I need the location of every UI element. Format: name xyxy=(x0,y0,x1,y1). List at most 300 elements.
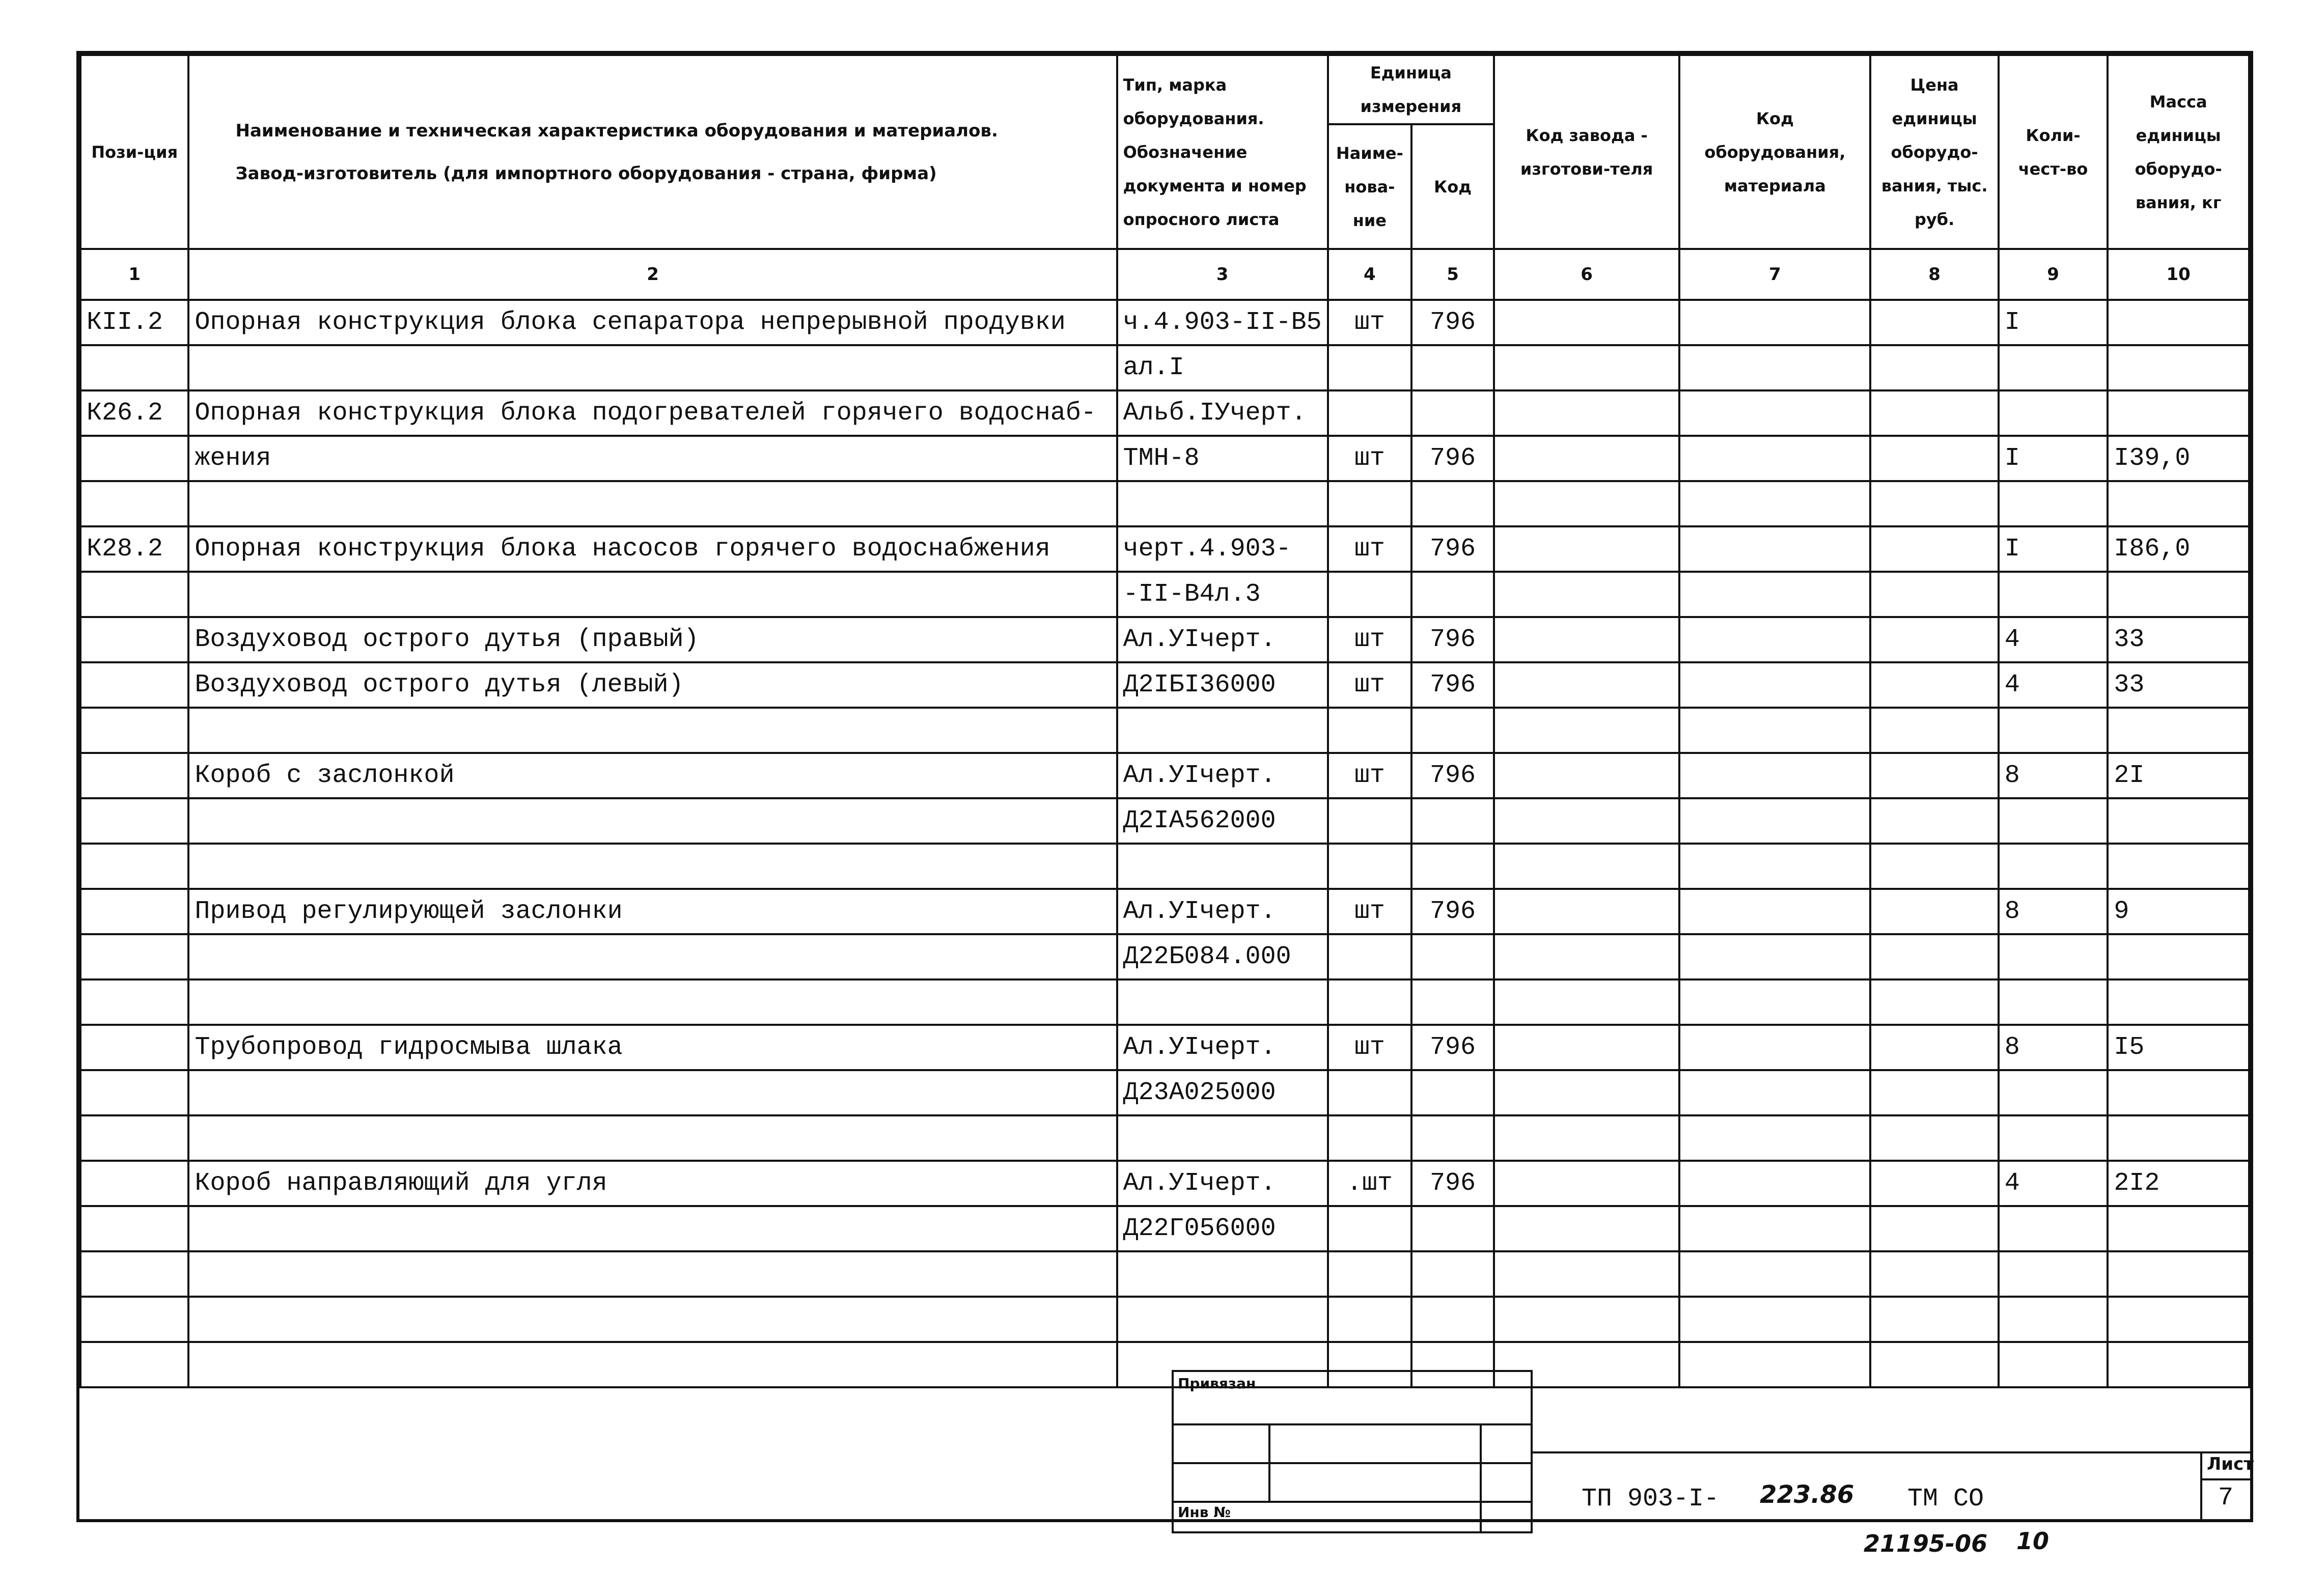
name-cell: Опорная конструкция блока насосов горячего водоснабжения xyxy=(188,526,1117,572)
unit-code-cell xyxy=(1411,1297,1494,1342)
equipment-code-cell xyxy=(1679,798,1870,844)
price-cell xyxy=(1870,662,1998,708)
archive-number-handwritten: 21195-06 xyxy=(1864,1530,1988,1557)
table-row xyxy=(80,390,2249,436)
plant-code-cell xyxy=(1494,1070,1679,1115)
name-cell xyxy=(188,1115,1117,1161)
position-cell xyxy=(80,934,188,979)
mass-cell xyxy=(2108,572,2249,617)
document-cell: -II-В4л.3 xyxy=(1117,572,1328,617)
unit-code-cell xyxy=(1411,345,1494,390)
plant-code-cell xyxy=(1494,979,1679,1025)
unit-name-cell xyxy=(1328,1297,1411,1342)
mass-cell xyxy=(2108,1115,2249,1161)
plant-code-cell xyxy=(1494,753,1679,798)
price-cell xyxy=(1870,572,1998,617)
name-cell xyxy=(188,844,1117,889)
quantity-cell xyxy=(1999,708,2108,753)
equipment-code-cell xyxy=(1679,889,1870,934)
plant-code-cell xyxy=(1494,345,1679,390)
privyazan-label: Привязан xyxy=(1173,1371,1532,1424)
position-cell xyxy=(80,1070,188,1115)
equipment-code-cell xyxy=(1679,345,1870,390)
price-cell xyxy=(1870,753,1998,798)
unit-name-cell xyxy=(1328,345,1411,390)
price-cell xyxy=(1870,1297,1998,1342)
quantity-cell xyxy=(1999,844,2108,889)
document-cell: Д23А025000 xyxy=(1117,1070,1328,1115)
equipment-code-cell xyxy=(1679,526,1870,572)
mass-cell: 2I xyxy=(2108,753,2249,798)
name-cell xyxy=(188,481,1117,526)
equipment-code-cell xyxy=(1679,1297,1870,1342)
document-cell: Ал.УIчерт. xyxy=(1117,617,1328,662)
table-row xyxy=(80,1206,2249,1251)
position-cell xyxy=(80,662,188,708)
plant-code-cell xyxy=(1494,1206,1679,1251)
name-cell xyxy=(188,979,1117,1025)
price-cell xyxy=(1870,481,1998,526)
price-cell xyxy=(1870,979,1998,1025)
header-position: Пози-ция xyxy=(80,55,188,249)
sheet-number-box-line xyxy=(2200,1478,2253,1480)
unit-code-cell: 796 xyxy=(1411,300,1494,345)
unit-name-cell: .шт xyxy=(1328,1161,1411,1206)
plant-code-cell xyxy=(1494,798,1679,844)
header-name xyxy=(188,55,1117,249)
plant-code-cell xyxy=(1494,1251,1679,1297)
table-row xyxy=(80,481,2249,526)
document-cell: Ал.УIчерт. xyxy=(1117,753,1328,798)
name-cell: Привод регулирующей заслонки xyxy=(188,889,1117,934)
table-row xyxy=(80,798,2249,844)
plant-code-cell xyxy=(1494,1115,1679,1161)
price-cell xyxy=(1870,436,1998,481)
position-cell xyxy=(80,979,188,1025)
position-cell xyxy=(80,1251,188,1297)
document-mark: ТМ СО xyxy=(1907,1485,1984,1514)
position-cell: КII.2 xyxy=(80,300,188,345)
name-cell xyxy=(188,798,1117,844)
table-row xyxy=(80,617,2249,662)
unit-code-cell xyxy=(1411,844,1494,889)
unit-code-cell xyxy=(1411,708,1494,753)
price-cell xyxy=(1870,1025,1998,1070)
name-cell xyxy=(188,572,1117,617)
document-cell xyxy=(1117,481,1328,526)
unit-name-cell xyxy=(1328,934,1411,979)
equipment-code-cell xyxy=(1679,1342,1870,1387)
unit-code-cell: 796 xyxy=(1411,662,1494,708)
quantity-cell: I xyxy=(1999,300,2108,345)
unit-name-cell xyxy=(1328,1070,1411,1115)
table-row xyxy=(80,526,2249,572)
header-unit-name: Наиме-нова-ние xyxy=(1328,124,1411,249)
equipment-code-cell xyxy=(1679,572,1870,617)
quantity-cell xyxy=(1999,481,2108,526)
mass-cell xyxy=(2108,1070,2249,1115)
document-cell xyxy=(1117,708,1328,753)
document-cell xyxy=(1117,1115,1328,1161)
mass-cell: 9 xyxy=(2108,889,2249,934)
table-row xyxy=(80,1297,2249,1342)
equipment-code-cell xyxy=(1679,708,1870,753)
unit-name-cell xyxy=(1328,390,1411,436)
header-name-line1: Наименование и техническая характеристика оборудования и материалов. xyxy=(235,120,998,141)
document-cell: Альб.IУчерт. xyxy=(1117,390,1328,436)
position-cell xyxy=(80,1297,188,1342)
equipment-code-cell xyxy=(1679,753,1870,798)
plant-code-cell xyxy=(1494,300,1679,345)
equipment-code-cell xyxy=(1679,662,1870,708)
plant-code-cell xyxy=(1494,1297,1679,1342)
unit-name-cell xyxy=(1328,1115,1411,1161)
quantity-cell xyxy=(1999,572,2108,617)
mass-cell xyxy=(2108,300,2249,345)
quantity-cell xyxy=(1999,390,2108,436)
specification-table xyxy=(79,54,2250,1388)
equipment-code-cell xyxy=(1679,1161,1870,1206)
plant-code-cell xyxy=(1494,572,1679,617)
table-row xyxy=(80,1251,2249,1297)
position-cell: К28.2 xyxy=(80,526,188,572)
position-cell xyxy=(80,1025,188,1070)
unit-name-cell xyxy=(1328,798,1411,844)
column-number: 2 xyxy=(188,249,1117,300)
document-cell: Ал.УIчерт. xyxy=(1117,889,1328,934)
unit-code-cell: 796 xyxy=(1411,526,1494,572)
name-cell: Воздуховод острого дутья (правый) xyxy=(188,617,1117,662)
position-cell xyxy=(80,345,188,390)
unit-name-cell xyxy=(1328,844,1411,889)
quantity-cell xyxy=(1999,345,2108,390)
price-cell xyxy=(1870,1115,1998,1161)
price-cell xyxy=(1870,798,1998,844)
plant-code-cell xyxy=(1494,436,1679,481)
table-row xyxy=(80,1342,2249,1387)
name-cell: жения xyxy=(188,436,1117,481)
unit-code-cell xyxy=(1411,979,1494,1025)
equipment-code-cell xyxy=(1679,844,1870,889)
unit-name-cell: шт xyxy=(1328,526,1411,572)
table-row xyxy=(80,436,2249,481)
sheet-number: 7 xyxy=(2218,1483,2234,1513)
table-row xyxy=(80,979,2249,1025)
column-number: 7 xyxy=(1679,249,1870,300)
price-cell xyxy=(1870,1251,1998,1297)
unit-name-cell: шт xyxy=(1328,662,1411,708)
price-cell xyxy=(1870,1070,1998,1115)
name-cell: Короб направляющий для угля xyxy=(188,1161,1117,1206)
equipment-code-cell xyxy=(1679,390,1870,436)
table-row xyxy=(80,753,2249,798)
unit-code-cell xyxy=(1411,1206,1494,1251)
equipment-code-cell xyxy=(1679,1251,1870,1297)
name-cell xyxy=(188,1342,1117,1387)
unit-code-cell xyxy=(1411,1251,1494,1297)
equipment-code-cell xyxy=(1679,979,1870,1025)
name-cell: Опорная конструкция блока сепаратора непрерывной продувки xyxy=(188,300,1117,345)
unit-name-cell: шт xyxy=(1328,1025,1411,1070)
unit-name-cell xyxy=(1328,572,1411,617)
title-block-top-line xyxy=(1531,1451,2253,1453)
quantity-cell xyxy=(1999,1206,2108,1251)
header-plant-code: Код завода - изготови-теля xyxy=(1494,55,1679,249)
document-cell xyxy=(1117,1251,1328,1297)
document-cell: Д22Б084.000 xyxy=(1117,934,1328,979)
quantity-cell: 8 xyxy=(1999,753,2108,798)
quantity-cell: 8 xyxy=(1999,889,2108,934)
mass-cell xyxy=(2108,1251,2249,1297)
position-cell xyxy=(80,798,188,844)
plant-code-cell xyxy=(1494,889,1679,934)
position-cell xyxy=(80,481,188,526)
name-cell xyxy=(188,1070,1117,1115)
header-name-line2: Завод-изготовитель (для импортного оборудования - страна, фирма) xyxy=(235,163,937,184)
specification-body xyxy=(80,300,2249,1387)
quantity-cell: I xyxy=(1999,436,2108,481)
unit-name-cell xyxy=(1328,481,1411,526)
name-cell: Воздуховод острого дутья (левый) xyxy=(188,662,1117,708)
mass-cell: I39,0 xyxy=(2108,436,2249,481)
header-unit-code: Код xyxy=(1411,124,1494,249)
unit-code-cell xyxy=(1411,572,1494,617)
equipment-code-cell xyxy=(1679,481,1870,526)
quantity-cell xyxy=(1999,1070,2108,1115)
plant-code-cell xyxy=(1494,617,1679,662)
mass-cell xyxy=(2108,390,2249,436)
name-cell xyxy=(188,708,1117,753)
document-cell: Д22Г056000 xyxy=(1117,1206,1328,1251)
column-number: 4 xyxy=(1328,249,1411,300)
mass-cell xyxy=(2108,708,2249,753)
sheet-number-divider xyxy=(2200,1451,2202,1522)
price-cell xyxy=(1870,390,1998,436)
unit-code-cell: 796 xyxy=(1411,617,1494,662)
mass-cell: I5 xyxy=(2108,1025,2249,1070)
inventory-number-label: Инв № xyxy=(1173,1502,1481,1532)
position-cell xyxy=(80,1161,188,1206)
quantity-cell: 4 xyxy=(1999,617,2108,662)
position-cell xyxy=(80,708,188,753)
price-cell xyxy=(1870,1161,1998,1206)
name-cell xyxy=(188,1206,1117,1251)
unit-name-cell xyxy=(1328,1251,1411,1297)
table-row xyxy=(80,844,2249,889)
document-code-handwritten: 223.86 xyxy=(1760,1480,1854,1509)
quantity-cell xyxy=(1999,979,2108,1025)
unit-code-cell: 796 xyxy=(1411,753,1494,798)
quantity-cell xyxy=(1999,1342,2108,1387)
price-cell xyxy=(1870,934,1998,979)
plant-code-cell xyxy=(1494,481,1679,526)
mass-cell xyxy=(2108,798,2249,844)
table-row xyxy=(80,1115,2249,1161)
quantity-cell xyxy=(1999,798,2108,844)
column-number: 9 xyxy=(1999,249,2108,300)
mass-cell: 2I2 xyxy=(2108,1161,2249,1206)
unit-name-cell xyxy=(1328,1206,1411,1251)
table-row xyxy=(80,662,2249,708)
unit-code-cell: 796 xyxy=(1411,1161,1494,1206)
price-cell xyxy=(1870,617,1998,662)
quantity-cell: I xyxy=(1999,526,2108,572)
plant-code-cell xyxy=(1494,708,1679,753)
quantity-cell xyxy=(1999,1297,2108,1342)
plant-code-cell xyxy=(1494,662,1679,708)
table-row xyxy=(80,708,2249,753)
position-cell xyxy=(80,572,188,617)
position-cell xyxy=(80,1206,188,1251)
name-cell: Опорная конструкция блока подогревателей горячего водоснаб- xyxy=(188,390,1117,436)
quantity-cell xyxy=(1999,1115,2108,1161)
document-code-prefix: ТП 903-I- xyxy=(1582,1485,1720,1514)
column-number: 10 xyxy=(2108,249,2249,300)
mass-cell xyxy=(2108,1342,2249,1387)
mass-cell xyxy=(2108,345,2249,390)
document-cell xyxy=(1117,1297,1328,1342)
unit-name-cell: шт xyxy=(1328,617,1411,662)
quantity-cell xyxy=(1999,1251,2108,1297)
table-row xyxy=(80,345,2249,390)
mass-cell: 33 xyxy=(2108,662,2249,708)
column-number: 6 xyxy=(1494,249,1679,300)
column-number-row xyxy=(80,249,2249,300)
binding-stamp xyxy=(1172,1370,1533,1533)
drawing-sheet xyxy=(76,51,2253,1522)
quantity-cell: 8 xyxy=(1999,1025,2108,1070)
unit-code-cell xyxy=(1411,1115,1494,1161)
mass-cell xyxy=(2108,1297,2249,1342)
document-cell: ч.4.903-II-В5 xyxy=(1117,300,1328,345)
name-cell xyxy=(188,345,1117,390)
mass-cell xyxy=(2108,934,2249,979)
mass-cell xyxy=(2108,481,2249,526)
price-cell xyxy=(1870,526,1998,572)
mass-cell: I86,0 xyxy=(2108,526,2249,572)
table-row xyxy=(80,1070,2249,1115)
unit-code-cell: 796 xyxy=(1411,889,1494,934)
quantity-cell: 4 xyxy=(1999,1161,2108,1206)
position-cell xyxy=(80,844,188,889)
unit-code-cell xyxy=(1411,390,1494,436)
equipment-code-cell xyxy=(1679,300,1870,345)
column-number: 1 xyxy=(80,249,188,300)
table-row xyxy=(80,934,2249,979)
name-cell xyxy=(188,1251,1117,1297)
header-mass: Масса единицы оборудо-вания, кг xyxy=(2108,55,2249,249)
equipment-code-cell xyxy=(1679,1070,1870,1115)
document-cell xyxy=(1117,844,1328,889)
document-cell: Ал.УIчерт. xyxy=(1117,1025,1328,1070)
document-cell: Ал.УIчерт. xyxy=(1117,1161,1328,1206)
equipment-code-cell xyxy=(1679,617,1870,662)
position-cell xyxy=(80,889,188,934)
unit-name-cell xyxy=(1328,979,1411,1025)
position-cell xyxy=(80,1342,188,1387)
unit-code-cell: 796 xyxy=(1411,436,1494,481)
table-row xyxy=(80,572,2249,617)
document-cell: Д2IА562000 xyxy=(1117,798,1328,844)
header-quantity: Коли-чест-во xyxy=(1999,55,2108,249)
unit-code-cell xyxy=(1411,1070,1494,1115)
document-cell xyxy=(1117,979,1328,1025)
header-equipment-code: Код оборудования, материала xyxy=(1679,55,1870,249)
table-row xyxy=(80,889,2249,934)
name-cell: Короб с заслонкой xyxy=(188,753,1117,798)
plant-code-cell xyxy=(1494,390,1679,436)
unit-name-cell: шт xyxy=(1328,436,1411,481)
equipment-code-cell xyxy=(1679,1206,1870,1251)
table-row xyxy=(80,300,2249,345)
table-row xyxy=(80,1025,2249,1070)
archive-suffix-handwritten: 10 xyxy=(2016,1527,2049,1555)
position-cell xyxy=(80,753,188,798)
price-cell xyxy=(1870,1206,1998,1251)
unit-code-cell xyxy=(1411,481,1494,526)
column-number: 8 xyxy=(1870,249,1998,300)
unit-code-cell: 796 xyxy=(1411,1025,1494,1070)
equipment-code-cell xyxy=(1679,934,1870,979)
unit-code-cell xyxy=(1411,934,1494,979)
header-type: Тип, марка оборудования. Обозначение документа и номер опросного листа xyxy=(1117,55,1328,249)
name-cell xyxy=(188,934,1117,979)
name-cell: Трубопровод гидросмыва шлака xyxy=(188,1025,1117,1070)
column-number: 5 xyxy=(1411,249,1494,300)
document-cell: Д2IБI36000 xyxy=(1117,662,1328,708)
plant-code-cell xyxy=(1494,1025,1679,1070)
price-cell xyxy=(1870,889,1998,934)
document-cell: ТМН-8 xyxy=(1117,436,1328,481)
position-cell xyxy=(80,436,188,481)
plant-code-cell xyxy=(1494,526,1679,572)
sheet-label: Лист xyxy=(2207,1454,2254,1474)
plant-code-cell xyxy=(1494,934,1679,979)
plant-code-cell xyxy=(1494,1161,1679,1206)
mass-cell xyxy=(2108,844,2249,889)
price-cell xyxy=(1870,300,1998,345)
equipment-code-cell xyxy=(1679,436,1870,481)
header-unit-group: Единица измерения xyxy=(1328,55,1494,124)
unit-name-cell xyxy=(1328,708,1411,753)
position-cell xyxy=(80,1115,188,1161)
name-cell xyxy=(188,1297,1117,1342)
price-cell xyxy=(1870,844,1998,889)
quantity-cell: 4 xyxy=(1999,662,2108,708)
mass-cell: 33 xyxy=(2108,617,2249,662)
header-price: Цена единицы оборудо-вания, тыс. руб. xyxy=(1870,55,1998,249)
column-number: 3 xyxy=(1117,249,1328,300)
table-row xyxy=(80,1161,2249,1206)
price-cell xyxy=(1870,708,1998,753)
quantity-cell xyxy=(1999,934,2108,979)
unit-name-cell: шт xyxy=(1328,300,1411,345)
document-cell: черт.4.903- xyxy=(1117,526,1328,572)
mass-cell xyxy=(2108,1206,2249,1251)
position-cell xyxy=(80,617,188,662)
plant-code-cell xyxy=(1494,844,1679,889)
document-cell: ал.I xyxy=(1117,345,1328,390)
equipment-code-cell xyxy=(1679,1115,1870,1161)
unit-name-cell: шт xyxy=(1328,889,1411,934)
unit-code-cell xyxy=(1411,798,1494,844)
unit-name-cell: шт xyxy=(1328,753,1411,798)
position-cell: К26.2 xyxy=(80,390,188,436)
equipment-code-cell xyxy=(1679,1025,1870,1070)
mass-cell xyxy=(2108,979,2249,1025)
price-cell xyxy=(1870,345,1998,390)
price-cell xyxy=(1870,1342,1998,1387)
